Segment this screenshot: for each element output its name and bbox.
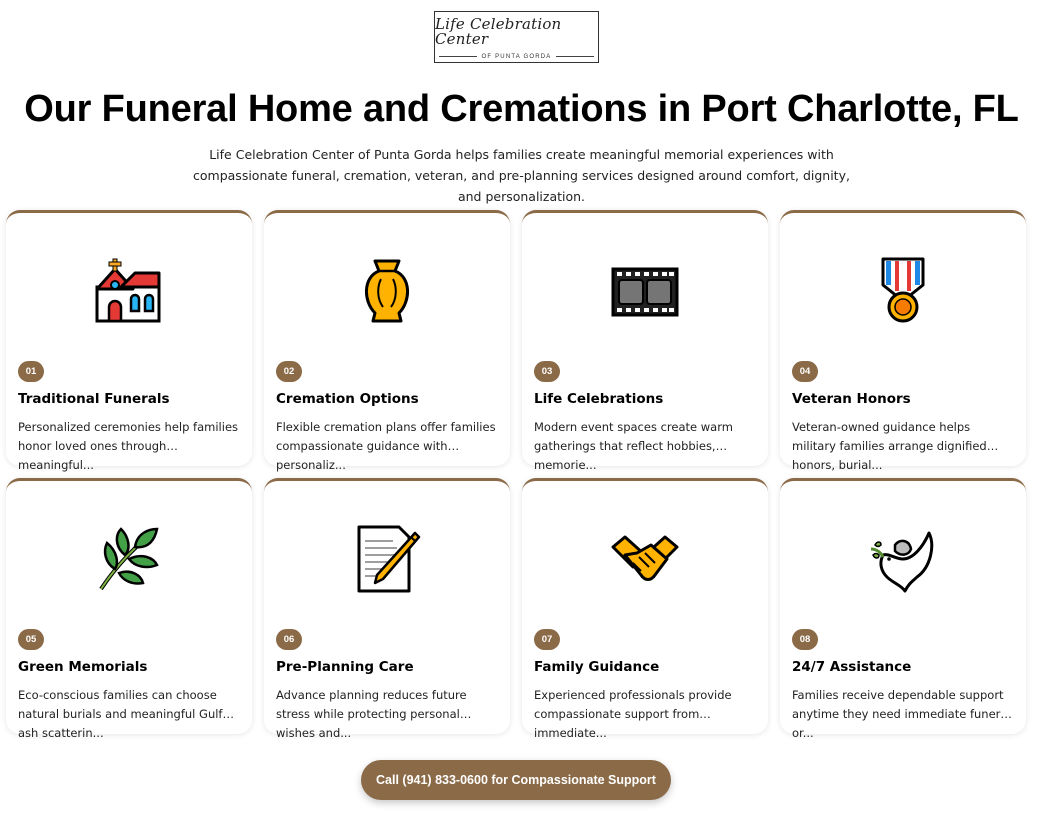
card-description: Personalized ceremonies help families honor loved ones through meaningful... xyxy=(18,420,239,472)
card-number-badge: 06 xyxy=(276,629,302,650)
card-title: Pre-Planning Care xyxy=(276,659,414,675)
site-logo[interactable] xyxy=(434,11,599,63)
logo-subtitle-row xyxy=(439,54,593,60)
service-card[interactable] xyxy=(6,210,252,472)
military-medal-icon xyxy=(780,257,1026,325)
film-strip-icon xyxy=(522,257,768,325)
card-number-badge: 02 xyxy=(276,361,302,382)
call-support-button[interactable]: Call (941) 833-0600 for Compassionate Support xyxy=(361,760,671,800)
card-title: Family Guidance xyxy=(534,659,660,675)
card-description: Families receive dependable support anytime they need immediate funeral or... xyxy=(792,688,1011,740)
card-description: Flexible cremation plans offer families compassionate guidance with personaliz... xyxy=(276,420,496,472)
card-number-badge: 07 xyxy=(534,629,560,650)
service-card[interactable] xyxy=(264,478,510,740)
service-card[interactable] xyxy=(780,478,1026,740)
card-number-badge: 03 xyxy=(534,361,560,382)
logo-subtitle: OF PUNTA GORDA xyxy=(481,53,552,60)
logo-divider-right xyxy=(556,56,594,57)
intro-paragraph: Life Celebration Center of Punta Gorda helps families create meaningful memorial experiences with compassionate funeral, cremation, veteran, and pre-planning services designed around comfort, dignity, and personalization. xyxy=(193,147,850,204)
church-icon xyxy=(6,257,252,325)
card-number-badge: 01 xyxy=(18,361,44,382)
card-number-badge: 04 xyxy=(792,361,818,382)
card-description: Veteran-owned guidance helps military families arrange dignified honors, burial... xyxy=(792,420,987,472)
card-title: Green Memorials xyxy=(18,659,148,675)
card-title: Traditional Funerals xyxy=(18,391,170,407)
service-card[interactable] xyxy=(264,210,510,472)
service-card[interactable] xyxy=(522,210,768,472)
memo-pencil-icon xyxy=(264,525,510,593)
logo-divider-left xyxy=(439,56,477,57)
card-description: Modern event spaces create warm gatherings that reflect hobbies, memorie... xyxy=(534,420,733,472)
dove-icon xyxy=(780,525,1026,593)
card-description: Advance planning reduces future stress while protecting personal wishes and... xyxy=(276,688,467,740)
card-description: Eco-conscious families can choose natural burials and meaningful Gulf ash scatterin... xyxy=(18,688,223,740)
service-card[interactable] xyxy=(522,478,768,740)
service-card[interactable] xyxy=(6,478,252,740)
card-number-badge: 05 xyxy=(18,629,44,650)
logo-script-text: Life Celebration Center xyxy=(435,14,562,48)
page-title: Our Funeral Home and Cremations in Port Charlotte, FL xyxy=(24,88,1019,130)
card-title: 24/7 Assistance xyxy=(792,659,912,675)
card-title: Life Celebrations xyxy=(534,391,664,407)
card-title: Veteran Honors xyxy=(792,391,911,407)
handshake-icon xyxy=(522,525,768,593)
service-card[interactable] xyxy=(780,210,1026,472)
services-grid xyxy=(6,210,1026,740)
card-title: Cremation Options xyxy=(276,391,419,407)
herb-leaf-icon xyxy=(6,525,252,593)
card-description: Experienced professionals provide compassionate support from immediate... xyxy=(534,688,732,740)
urn-icon xyxy=(264,257,510,325)
card-number-badge: 08 xyxy=(792,629,818,650)
